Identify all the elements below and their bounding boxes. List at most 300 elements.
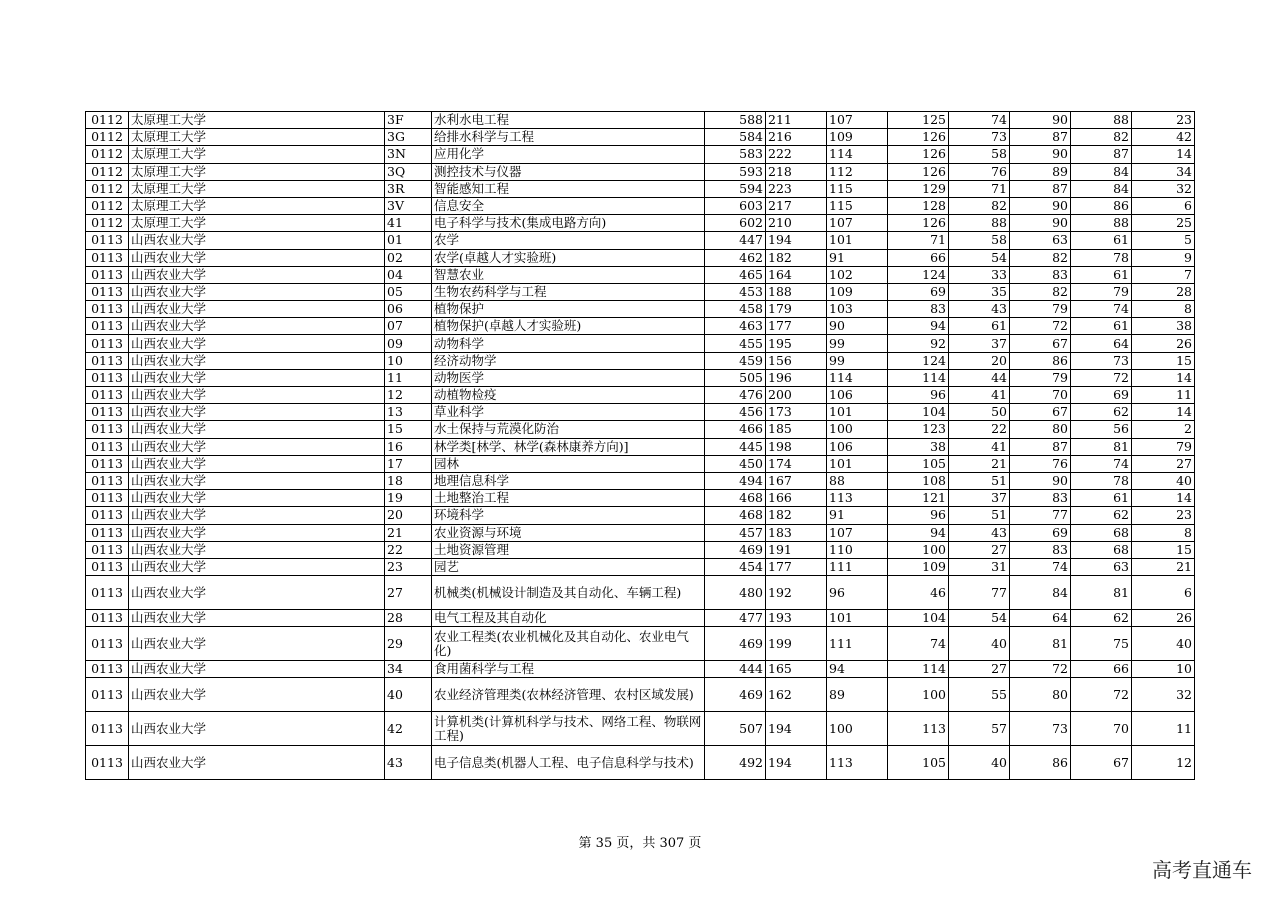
cell-count: 15 bbox=[1132, 352, 1195, 369]
cell-school-code: 0113 bbox=[86, 455, 129, 472]
cell-score-c: 126 bbox=[888, 163, 949, 180]
cell-score-f: 84 bbox=[1071, 180, 1132, 197]
table-row bbox=[86, 746, 1195, 780]
cell-score-c: 94 bbox=[888, 524, 949, 541]
cell-school-code: 0113 bbox=[86, 746, 129, 780]
cell-school-code: 0113 bbox=[86, 335, 129, 352]
cell-score-total: 469 bbox=[705, 541, 766, 558]
cell-score-c: 114 bbox=[888, 369, 949, 386]
cell-score-e: 90 bbox=[1010, 215, 1071, 232]
cell-major-name: 测控技术与仪器 bbox=[432, 163, 705, 180]
cell-school-name: 山西农业大学 bbox=[129, 678, 385, 712]
cell-major-name: 农业工程类(农业机械化及其自动化、农业电气化) bbox=[432, 627, 705, 661]
cell-count: 14 bbox=[1132, 146, 1195, 163]
cell-score-c: 124 bbox=[888, 352, 949, 369]
cell-score-e: 81 bbox=[1010, 627, 1071, 661]
cell-school-name: 太原理工大学 bbox=[129, 112, 385, 129]
cell-major-name: 机械类(机械设计制造及其自动化、车辆工程) bbox=[432, 576, 705, 610]
cell-major-code: 20 bbox=[385, 507, 432, 524]
cell-school-code: 0112 bbox=[86, 197, 129, 214]
cell-school-name: 山西农业大学 bbox=[129, 421, 385, 438]
cell-score-e: 67 bbox=[1010, 335, 1071, 352]
cell-major-name: 农业资源与环境 bbox=[432, 524, 705, 541]
cell-count: 11 bbox=[1132, 387, 1195, 404]
cell-school-code: 0112 bbox=[86, 146, 129, 163]
cell-major-code: 09 bbox=[385, 335, 432, 352]
cell-score-a: 192 bbox=[766, 576, 827, 610]
cell-score-c: 128 bbox=[888, 197, 949, 214]
cell-school-name: 山西农业大学 bbox=[129, 712, 385, 746]
cell-score-total: 458 bbox=[705, 301, 766, 318]
cell-score-e: 76 bbox=[1010, 455, 1071, 472]
cell-score-e: 72 bbox=[1010, 318, 1071, 335]
cell-count: 34 bbox=[1132, 163, 1195, 180]
cell-count: 32 bbox=[1132, 678, 1195, 712]
cell-score-a: 191 bbox=[766, 541, 827, 558]
cell-school-code: 0113 bbox=[86, 232, 129, 249]
table-row bbox=[86, 369, 1195, 386]
cell-score-d: 51 bbox=[949, 472, 1010, 489]
table-row bbox=[86, 163, 1195, 180]
cell-score-c: 126 bbox=[888, 129, 949, 146]
cell-school-name: 山西农业大学 bbox=[129, 266, 385, 283]
table-row bbox=[86, 387, 1195, 404]
cell-school-code: 0113 bbox=[86, 541, 129, 558]
cell-score-d: 31 bbox=[949, 558, 1010, 575]
cell-score-c: 100 bbox=[888, 541, 949, 558]
cell-major-name: 信息安全 bbox=[432, 197, 705, 214]
cell-major-code: 16 bbox=[385, 438, 432, 455]
cell-school-name: 山西农业大学 bbox=[129, 558, 385, 575]
cell-school-name: 山西农业大学 bbox=[129, 472, 385, 489]
cell-score-b: 114 bbox=[827, 146, 888, 163]
table-row bbox=[86, 541, 1195, 558]
cell-score-d: 43 bbox=[949, 524, 1010, 541]
cell-score-b: 112 bbox=[827, 163, 888, 180]
table-row bbox=[86, 712, 1195, 746]
cell-score-d: 40 bbox=[949, 746, 1010, 780]
cell-score-f: 78 bbox=[1071, 249, 1132, 266]
cell-count: 9 bbox=[1132, 249, 1195, 266]
cell-score-f: 72 bbox=[1071, 678, 1132, 712]
cell-school-name: 山西农业大学 bbox=[129, 283, 385, 300]
cell-score-b: 110 bbox=[827, 541, 888, 558]
cell-major-code: 3Q bbox=[385, 163, 432, 180]
table-row bbox=[86, 301, 1195, 318]
cell-score-e: 79 bbox=[1010, 301, 1071, 318]
table-row bbox=[86, 627, 1195, 661]
table-row bbox=[86, 318, 1195, 335]
table-row bbox=[86, 232, 1195, 249]
cell-score-c: 108 bbox=[888, 472, 949, 489]
cell-school-code: 0113 bbox=[86, 301, 129, 318]
cell-major-code: 28 bbox=[385, 610, 432, 627]
cell-score-total: 469 bbox=[705, 627, 766, 661]
cell-school-name: 山西农业大学 bbox=[129, 369, 385, 386]
table-body bbox=[86, 112, 1195, 780]
cell-score-b: 115 bbox=[827, 197, 888, 214]
cell-score-a: 182 bbox=[766, 249, 827, 266]
cell-count: 8 bbox=[1132, 301, 1195, 318]
table-row bbox=[86, 455, 1195, 472]
cell-score-c: 74 bbox=[888, 627, 949, 661]
cell-score-a: 196 bbox=[766, 369, 827, 386]
cell-count: 26 bbox=[1132, 335, 1195, 352]
cell-score-f: 68 bbox=[1071, 524, 1132, 541]
cell-school-name: 山西农业大学 bbox=[129, 541, 385, 558]
cell-major-name: 农业经济管理类(农林经济管理、农村区域发展) bbox=[432, 678, 705, 712]
cell-major-name: 生物农药科学与工程 bbox=[432, 283, 705, 300]
cell-school-name: 山西农业大学 bbox=[129, 524, 385, 541]
cell-score-c: 38 bbox=[888, 438, 949, 455]
cell-school-name: 山西农业大学 bbox=[129, 387, 385, 404]
cell-major-code: 04 bbox=[385, 266, 432, 283]
cell-school-code: 0112 bbox=[86, 215, 129, 232]
cell-school-code: 0113 bbox=[86, 352, 129, 369]
cell-school-code: 0113 bbox=[86, 507, 129, 524]
cell-score-b: 103 bbox=[827, 301, 888, 318]
table-row bbox=[86, 249, 1195, 266]
cell-score-d: 37 bbox=[949, 335, 1010, 352]
cell-count: 23 bbox=[1132, 112, 1195, 129]
cell-count: 79 bbox=[1132, 438, 1195, 455]
cell-school-name: 太原理工大学 bbox=[129, 129, 385, 146]
cell-major-code: 29 bbox=[385, 627, 432, 661]
cell-score-e: 82 bbox=[1010, 283, 1071, 300]
cell-score-b: 89 bbox=[827, 678, 888, 712]
cell-major-code: 11 bbox=[385, 369, 432, 386]
cell-major-code: 15 bbox=[385, 421, 432, 438]
cell-score-f: 62 bbox=[1071, 404, 1132, 421]
cell-score-d: 73 bbox=[949, 129, 1010, 146]
table-row bbox=[86, 197, 1195, 214]
cell-score-e: 80 bbox=[1010, 678, 1071, 712]
cell-score-d: 51 bbox=[949, 507, 1010, 524]
cell-count: 10 bbox=[1132, 661, 1195, 678]
cell-count: 14 bbox=[1132, 369, 1195, 386]
cell-score-total: 444 bbox=[705, 661, 766, 678]
cell-major-code: 41 bbox=[385, 215, 432, 232]
cell-school-code: 0113 bbox=[86, 490, 129, 507]
cell-school-code: 0113 bbox=[86, 387, 129, 404]
table-row bbox=[86, 472, 1195, 489]
cell-count: 2 bbox=[1132, 421, 1195, 438]
cell-score-c: 121 bbox=[888, 490, 949, 507]
cell-score-a: 183 bbox=[766, 524, 827, 541]
cell-major-name: 农学(卓越人才实验班) bbox=[432, 249, 705, 266]
cell-score-b: 101 bbox=[827, 232, 888, 249]
cell-score-a: 217 bbox=[766, 197, 827, 214]
cell-major-name: 给排水科学与工程 bbox=[432, 129, 705, 146]
cell-count: 40 bbox=[1132, 627, 1195, 661]
cell-school-name: 山西农业大学 bbox=[129, 490, 385, 507]
cell-score-b: 94 bbox=[827, 661, 888, 678]
cell-school-code: 0113 bbox=[86, 610, 129, 627]
cell-score-f: 69 bbox=[1071, 387, 1132, 404]
cell-score-e: 83 bbox=[1010, 266, 1071, 283]
cell-score-c: 114 bbox=[888, 661, 949, 678]
cell-score-f: 81 bbox=[1071, 438, 1132, 455]
cell-school-code: 0113 bbox=[86, 369, 129, 386]
cell-score-e: 84 bbox=[1010, 576, 1071, 610]
table-row bbox=[86, 558, 1195, 575]
cell-score-f: 73 bbox=[1071, 352, 1132, 369]
cell-count: 26 bbox=[1132, 610, 1195, 627]
cell-score-f: 74 bbox=[1071, 301, 1132, 318]
cell-score-b: 115 bbox=[827, 180, 888, 197]
cell-school-name: 山西农业大学 bbox=[129, 438, 385, 455]
cell-score-total: 593 bbox=[705, 163, 766, 180]
table-row bbox=[86, 146, 1195, 163]
cell-score-d: 54 bbox=[949, 610, 1010, 627]
cell-score-total: 450 bbox=[705, 455, 766, 472]
cell-score-c: 92 bbox=[888, 335, 949, 352]
cell-score-a: 193 bbox=[766, 610, 827, 627]
table-row bbox=[86, 421, 1195, 438]
cell-score-e: 87 bbox=[1010, 180, 1071, 197]
cell-major-code: 34 bbox=[385, 661, 432, 678]
cell-score-e: 82 bbox=[1010, 249, 1071, 266]
table-row bbox=[86, 576, 1195, 610]
cell-school-name: 太原理工大学 bbox=[129, 146, 385, 163]
cell-score-f: 88 bbox=[1071, 215, 1132, 232]
cell-score-c: 126 bbox=[888, 146, 949, 163]
cell-score-d: 27 bbox=[949, 541, 1010, 558]
cell-score-c: 100 bbox=[888, 678, 949, 712]
cell-score-total: 445 bbox=[705, 438, 766, 455]
cell-school-name: 太原理工大学 bbox=[129, 215, 385, 232]
cell-score-f: 70 bbox=[1071, 712, 1132, 746]
cell-score-e: 90 bbox=[1010, 472, 1071, 489]
cell-school-code: 0113 bbox=[86, 661, 129, 678]
cell-score-d: 57 bbox=[949, 712, 1010, 746]
cell-score-d: 50 bbox=[949, 404, 1010, 421]
cell-major-code: 21 bbox=[385, 524, 432, 541]
cell-score-total: 594 bbox=[705, 180, 766, 197]
cell-score-e: 74 bbox=[1010, 558, 1071, 575]
cell-score-e: 83 bbox=[1010, 541, 1071, 558]
cell-score-d: 41 bbox=[949, 438, 1010, 455]
cell-score-d: 54 bbox=[949, 249, 1010, 266]
cell-score-a: 162 bbox=[766, 678, 827, 712]
cell-score-e: 83 bbox=[1010, 490, 1071, 507]
table-row bbox=[86, 678, 1195, 712]
cell-score-total: 462 bbox=[705, 249, 766, 266]
cell-score-a: 194 bbox=[766, 712, 827, 746]
cell-score-b: 113 bbox=[827, 490, 888, 507]
cell-major-name: 应用化学 bbox=[432, 146, 705, 163]
cell-score-d: 55 bbox=[949, 678, 1010, 712]
cell-school-code: 0113 bbox=[86, 438, 129, 455]
cell-major-name: 智能感知工程 bbox=[432, 180, 705, 197]
cell-school-code: 0113 bbox=[86, 678, 129, 712]
cell-score-f: 72 bbox=[1071, 369, 1132, 386]
cell-major-code: 23 bbox=[385, 558, 432, 575]
table-row bbox=[86, 490, 1195, 507]
cell-score-c: 113 bbox=[888, 712, 949, 746]
cell-score-f: 68 bbox=[1071, 541, 1132, 558]
cell-major-code: 05 bbox=[385, 283, 432, 300]
cell-school-code: 0113 bbox=[86, 712, 129, 746]
cell-score-b: 90 bbox=[827, 318, 888, 335]
cell-score-d: 77 bbox=[949, 576, 1010, 610]
cell-score-c: 129 bbox=[888, 180, 949, 197]
cell-school-code: 0113 bbox=[86, 404, 129, 421]
cell-score-f: 86 bbox=[1071, 197, 1132, 214]
cell-count: 5 bbox=[1132, 232, 1195, 249]
cell-major-name: 动物科学 bbox=[432, 335, 705, 352]
cell-score-b: 100 bbox=[827, 421, 888, 438]
cell-score-a: 216 bbox=[766, 129, 827, 146]
cell-major-name: 动植物检疫 bbox=[432, 387, 705, 404]
cell-score-f: 63 bbox=[1071, 558, 1132, 575]
cell-score-f: 61 bbox=[1071, 318, 1132, 335]
cell-score-b: 107 bbox=[827, 524, 888, 541]
cell-score-b: 102 bbox=[827, 266, 888, 283]
cell-count: 8 bbox=[1132, 524, 1195, 541]
cell-score-d: 58 bbox=[949, 232, 1010, 249]
table-row bbox=[86, 438, 1195, 455]
cell-score-f: 74 bbox=[1071, 455, 1132, 472]
cell-major-code: 02 bbox=[385, 249, 432, 266]
cell-major-code: 42 bbox=[385, 712, 432, 746]
cell-score-total: 454 bbox=[705, 558, 766, 575]
cell-score-total: 476 bbox=[705, 387, 766, 404]
table-row bbox=[86, 283, 1195, 300]
cell-score-e: 89 bbox=[1010, 163, 1071, 180]
cell-count: 40 bbox=[1132, 472, 1195, 489]
cell-score-total: 480 bbox=[705, 576, 766, 610]
cell-score-f: 64 bbox=[1071, 335, 1132, 352]
cell-count: 32 bbox=[1132, 180, 1195, 197]
cell-score-e: 72 bbox=[1010, 661, 1071, 678]
cell-score-d: 21 bbox=[949, 455, 1010, 472]
cell-score-e: 86 bbox=[1010, 746, 1071, 780]
cell-school-code: 0113 bbox=[86, 283, 129, 300]
table-row bbox=[86, 610, 1195, 627]
cell-score-total: 468 bbox=[705, 490, 766, 507]
cell-count: 21 bbox=[1132, 558, 1195, 575]
cell-score-c: 96 bbox=[888, 507, 949, 524]
cell-major-name: 林学类[林学、林学(森林康养方向)] bbox=[432, 438, 705, 455]
table-row bbox=[86, 524, 1195, 541]
cell-score-d: 40 bbox=[949, 627, 1010, 661]
cell-score-d: 61 bbox=[949, 318, 1010, 335]
cell-school-code: 0113 bbox=[86, 558, 129, 575]
cell-major-code: 18 bbox=[385, 472, 432, 489]
cell-major-name: 电子信息类(机器人工程、电子信息科学与技术) bbox=[432, 746, 705, 780]
cell-score-total: 603 bbox=[705, 197, 766, 214]
cell-score-c: 94 bbox=[888, 318, 949, 335]
cell-score-d: 82 bbox=[949, 197, 1010, 214]
table-row bbox=[86, 507, 1195, 524]
cell-score-c: 46 bbox=[888, 576, 949, 610]
cell-score-b: 96 bbox=[827, 576, 888, 610]
cell-score-d: 76 bbox=[949, 163, 1010, 180]
cell-score-c: 105 bbox=[888, 746, 949, 780]
cell-score-d: 35 bbox=[949, 283, 1010, 300]
cell-score-b: 101 bbox=[827, 455, 888, 472]
cell-major-name: 农学 bbox=[432, 232, 705, 249]
cell-score-c: 104 bbox=[888, 404, 949, 421]
cell-score-a: 177 bbox=[766, 558, 827, 575]
cell-count: 14 bbox=[1132, 490, 1195, 507]
cell-score-a: 223 bbox=[766, 180, 827, 197]
cell-count: 27 bbox=[1132, 455, 1195, 472]
cell-school-code: 0113 bbox=[86, 421, 129, 438]
cell-school-code: 0113 bbox=[86, 524, 129, 541]
cell-school-name: 山西农业大学 bbox=[129, 249, 385, 266]
cell-score-a: 167 bbox=[766, 472, 827, 489]
cell-score-b: 113 bbox=[827, 746, 888, 780]
cell-score-a: 198 bbox=[766, 438, 827, 455]
cell-major-name: 园林 bbox=[432, 455, 705, 472]
cell-score-b: 101 bbox=[827, 610, 888, 627]
cell-score-a: 174 bbox=[766, 455, 827, 472]
cell-major-code: 01 bbox=[385, 232, 432, 249]
cell-score-a: 182 bbox=[766, 507, 827, 524]
cell-score-a: 185 bbox=[766, 421, 827, 438]
cell-major-code: 12 bbox=[385, 387, 432, 404]
cell-score-e: 64 bbox=[1010, 610, 1071, 627]
page-footer: 第 35 页，共 307 页 bbox=[578, 836, 702, 851]
cell-school-name: 山西农业大学 bbox=[129, 318, 385, 335]
cell-score-e: 86 bbox=[1010, 352, 1071, 369]
cell-score-f: 84 bbox=[1071, 163, 1132, 180]
cell-score-e: 90 bbox=[1010, 146, 1071, 163]
cell-school-name: 山西农业大学 bbox=[129, 335, 385, 352]
cell-score-b: 106 bbox=[827, 438, 888, 455]
cell-major-code: 17 bbox=[385, 455, 432, 472]
cell-school-name: 山西农业大学 bbox=[129, 627, 385, 661]
cell-count: 12 bbox=[1132, 746, 1195, 780]
cell-school-code: 0113 bbox=[86, 627, 129, 661]
cell-major-code: 40 bbox=[385, 678, 432, 712]
cell-score-c: 105 bbox=[888, 455, 949, 472]
cell-score-c: 109 bbox=[888, 558, 949, 575]
cell-score-a: 188 bbox=[766, 283, 827, 300]
cell-score-e: 79 bbox=[1010, 369, 1071, 386]
cell-score-c: 66 bbox=[888, 249, 949, 266]
cell-score-e: 67 bbox=[1010, 404, 1071, 421]
cell-score-c: 71 bbox=[888, 232, 949, 249]
cell-major-name: 智慧农业 bbox=[432, 266, 705, 283]
cell-score-e: 77 bbox=[1010, 507, 1071, 524]
cell-score-f: 75 bbox=[1071, 627, 1132, 661]
cell-major-name: 园艺 bbox=[432, 558, 705, 575]
cell-major-name: 地理信息科学 bbox=[432, 472, 705, 489]
cell-score-e: 63 bbox=[1010, 232, 1071, 249]
cell-score-c: 104 bbox=[888, 610, 949, 627]
cell-major-code: 3R bbox=[385, 180, 432, 197]
cell-score-d: 88 bbox=[949, 215, 1010, 232]
cell-score-b: 100 bbox=[827, 712, 888, 746]
cell-school-code: 0112 bbox=[86, 163, 129, 180]
cell-school-code: 0112 bbox=[86, 180, 129, 197]
table-row bbox=[86, 335, 1195, 352]
cell-school-name: 太原理工大学 bbox=[129, 163, 385, 180]
cell-score-a: 179 bbox=[766, 301, 827, 318]
table-row bbox=[86, 215, 1195, 232]
cell-score-e: 70 bbox=[1010, 387, 1071, 404]
cell-school-code: 0112 bbox=[86, 129, 129, 146]
cell-count: 15 bbox=[1132, 541, 1195, 558]
cell-score-f: 61 bbox=[1071, 266, 1132, 283]
cell-score-c: 96 bbox=[888, 387, 949, 404]
cell-major-code: 22 bbox=[385, 541, 432, 558]
cell-score-d: 37 bbox=[949, 490, 1010, 507]
cell-count: 7 bbox=[1132, 266, 1195, 283]
